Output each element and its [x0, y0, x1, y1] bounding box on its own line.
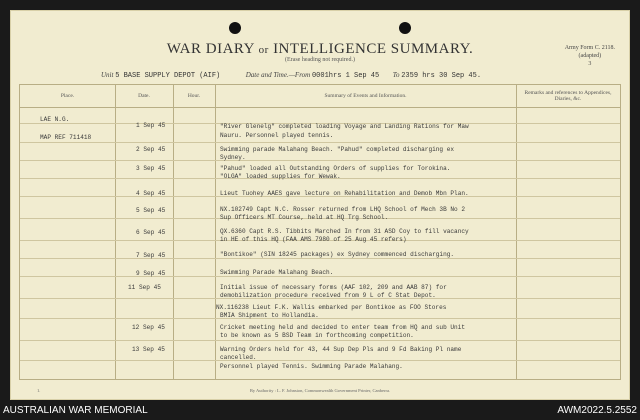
date-cell: 6 Sep 45 [136, 229, 166, 236]
title-war-diary: WAR DIARY [166, 41, 255, 57]
summary-line: NX.102749 Capt N.C. Rosser returned from LHQ School of Mech 3B No 2 [220, 206, 466, 213]
summary-line: cancelled. [220, 354, 257, 361]
title-intelligence-summary: INTELLIGENCE SUMMARY. [273, 41, 474, 57]
place-text: LAE N.G. [40, 116, 70, 123]
archive-caption: AUSTRALIAN WAR MEMORIAL [3, 405, 148, 416]
summary-line: Lieut Tuohey AAES gave lecture on Rehabilitation and Demob Mbn Plan. [220, 190, 469, 197]
date-cell: 1 Sep 45 [136, 122, 166, 129]
diary-table [19, 84, 621, 380]
summary-line: QX.6360 Capt R.S. Tibbits Marched In from 31 ASD Coy to fill vacancy [220, 228, 469, 235]
date-cell: 11 Sep 45 [128, 284, 161, 291]
date-cell: 5 Sep 45 [136, 207, 166, 214]
date-cell: 3 Sep 45 [136, 165, 166, 172]
page-subtitle: (Erase heading not required.) [285, 57, 355, 63]
punch-hole-left [229, 22, 241, 34]
summary-line: Warning Orders held for 43, 44 Sup Dep Pls and 9 Fd Baking Pl name [220, 346, 462, 353]
army-form-label [565, 44, 615, 68]
army-form-number: Army Form C. 2118. [564, 45, 615, 51]
page-title [11, 41, 629, 58]
summary-line: "River Glenelg" completed loading Voyage and Landing Rations for Maw [220, 123, 469, 130]
date-cell: 7 Sep 45 [136, 252, 166, 259]
diary-page [10, 10, 630, 400]
header-remarks: Remarks and references to Appendices, Diaries, &c. [524, 90, 612, 102]
summary-line: Swimming parade Malahang Beach. "Pahud" completed discharging ex [220, 146, 455, 153]
date-to-label: To [392, 71, 400, 79]
title-or: or [258, 44, 269, 56]
summary-line: to be known as 5 BSD Team in forthcoming competition. [220, 332, 414, 339]
date-cell: 4 Sep 45 [136, 190, 166, 197]
summary-line: BMIA Shipment to Hollandia. [220, 312, 319, 319]
place-text: MAP REF 711418 [40, 134, 92, 141]
army-form-adapted: (adapted) [578, 53, 602, 59]
header-place: Place. [60, 93, 75, 99]
summary-line: Sup Officers MT Course, held at HQ Trg School. [220, 214, 389, 221]
unit-value: 5 BASE SUPPLY DEPOT (AIF) [115, 72, 221, 80]
archive-reference: AWM2022.5.2552 [557, 405, 637, 416]
date-from-label: Date and Time.—From [245, 71, 311, 79]
summary-line: Initial issue of necessary forms (AAF 102, 209 and AAB 87) for [220, 284, 447, 291]
date-cell: 9 Sep 45 [136, 270, 166, 277]
unit-label: Unit [101, 71, 114, 79]
punch-hole-right [399, 22, 411, 34]
footer-page-number: 1. [37, 388, 41, 393]
summary-line: NX.116238 Lieut F.K. Wallis embarked per Bontikoe as FOO Stores [216, 304, 447, 311]
footer-printer-credit: By Authority : L. F. Johnston, Commonwealth Government Printer, Canberra. [249, 388, 391, 393]
summary-line: "Bontikoe" (SIN 18245 packages) ex Sydney commenced discharging. [220, 251, 455, 258]
header-summary: Summary of Events and Information. [324, 93, 407, 99]
date-cell: 2 Sep 45 [136, 146, 166, 153]
summary-line: Nauru. Personnel played tennis. [220, 132, 334, 139]
summary-line: demobilization procedure received from 9 L of C Stat Depot. [220, 292, 436, 299]
summary-line: "Pahud" loaded all Outstanding Orders of supplies for Torokina. [220, 165, 451, 172]
summary-line: in HE of this HQ (FAA AMS 7980 of 25 Aug 45 refers) [220, 236, 407, 243]
summary-line: Personnel played Tennis. Swimming Parade Malahang. [220, 363, 403, 370]
header-hour: Hour. [187, 93, 201, 99]
date-to-value: 2359 hrs 30 Sep 45. [401, 72, 482, 80]
date-from-value: 0001hrs 1 Sep 45 [311, 72, 380, 80]
date-cell: 13 Sep 45 [132, 346, 165, 353]
summary-line: "OLGA" loaded supplies for Wewak. [220, 173, 341, 180]
summary-line: Sydney. [220, 154, 246, 161]
date-cell: 12 Sep 45 [132, 324, 165, 331]
unit-date-line [101, 71, 481, 80]
header-date: Date. [138, 93, 150, 99]
army-form-handwritten-number: 3 [588, 61, 592, 67]
summary-line: Cricket meeting held and decided to enter team from HQ and sub Unit [220, 324, 466, 331]
summary-line: Swimming Parade Malahang Beach. [220, 269, 334, 276]
